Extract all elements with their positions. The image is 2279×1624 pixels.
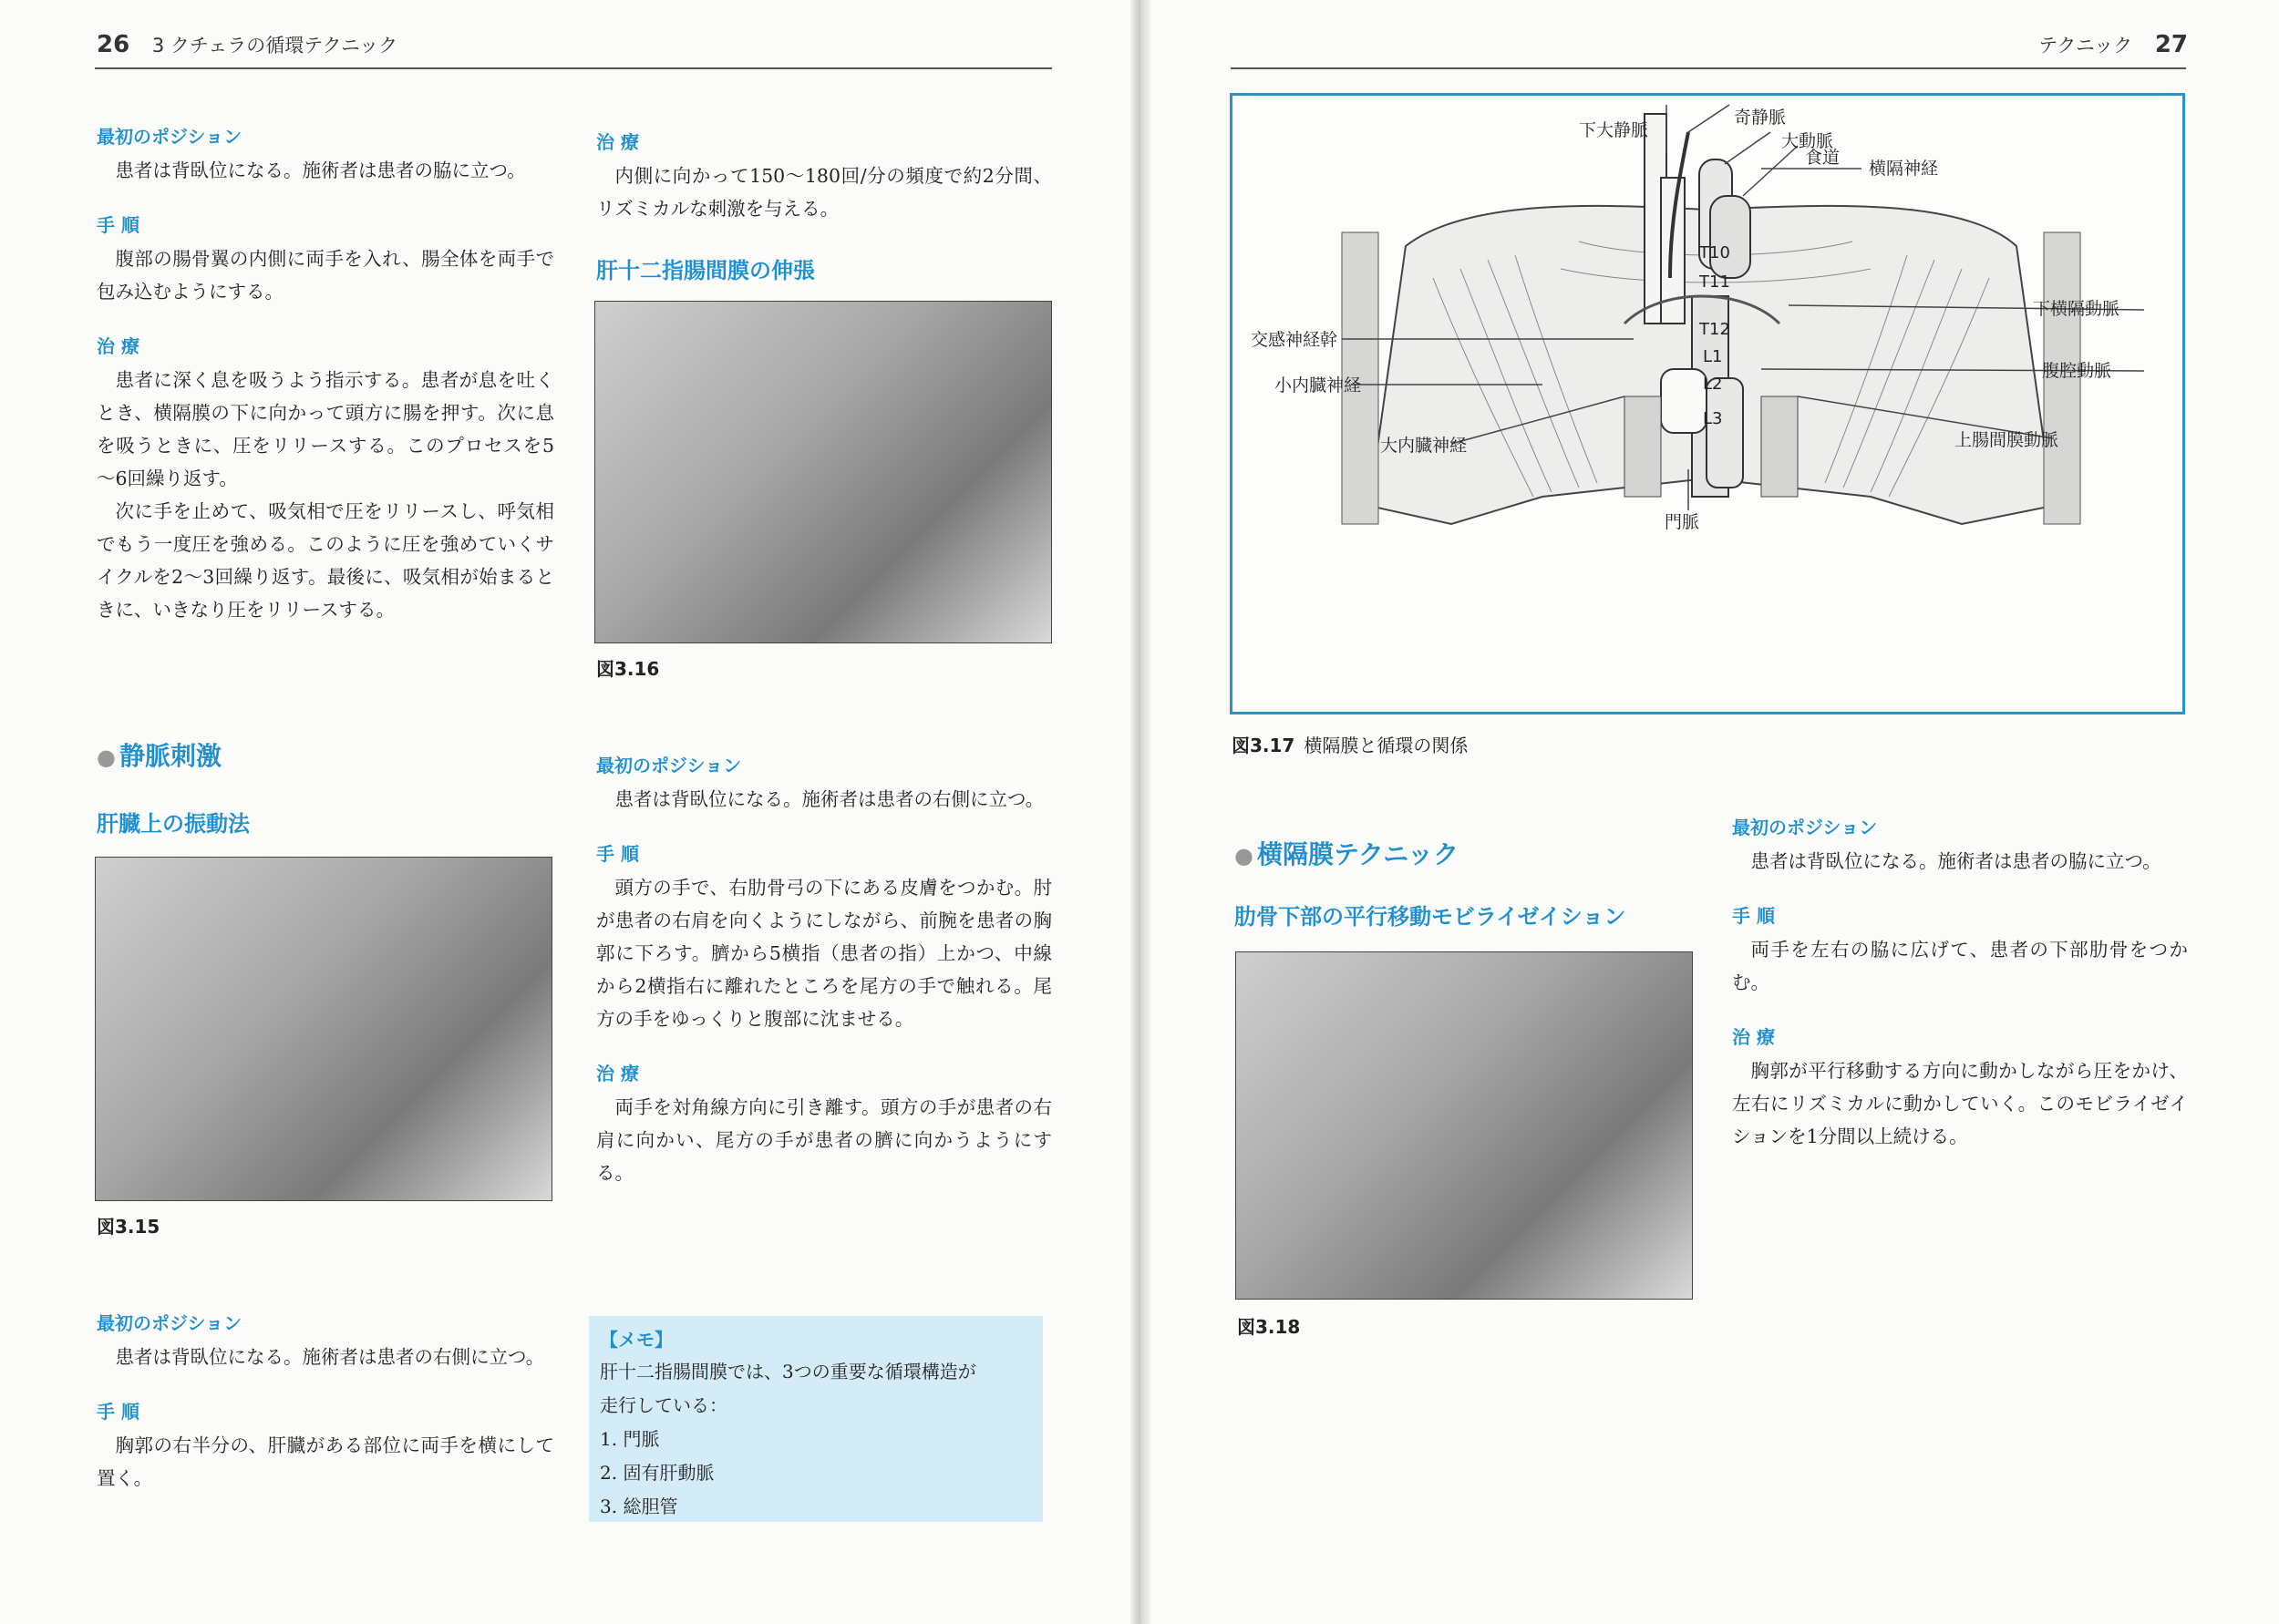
paragraph: 次に手を止めて、吸気相で圧をリリースし、呼気相でもう一度圧を強める。このように圧を強めていくサイクルを2～3回繰り返す。最後に、吸気相が始まるときに、いきなり圧をリリースする。	[97, 500, 554, 621]
label-esophagus: 食道	[1805, 148, 1841, 168]
section-title-text: 横隔膜テクニック	[1256, 839, 1459, 869]
subhead-procedure: 手 順	[97, 1401, 139, 1423]
left-column-1-lower	[97, 1309, 554, 1495]
vertebra-label: L3	[1703, 409, 1723, 428]
fig-3-15-label: 図3.15	[97, 1216, 160, 1238]
memo-box	[589, 1316, 1043, 1522]
label-sma: 上腸間膜動脈	[1954, 430, 2059, 450]
left-column-2-lower	[596, 751, 1052, 1189]
celiac-vessel	[1661, 369, 1707, 433]
subhead-treatment: 治 療	[596, 131, 639, 153]
right-running-head	[2038, 31, 2188, 58]
memo-line: 2. 固有肝動脈	[600, 1462, 715, 1484]
left-crus	[1624, 396, 1661, 497]
left-page-number: 26	[97, 31, 130, 58]
paragraph: 患者は背臥位になる。施術者は患者の脇に立つ。	[115, 159, 526, 181]
memo-title: 【メモ】	[600, 1329, 673, 1351]
subsection-title: 肋骨下部の平行移動モビライゼイション	[1234, 904, 1626, 930]
paragraph: 患者は背臥位になる。施術者は患者の右側に立つ。	[614, 788, 1045, 810]
subhead-procedure: 手 順	[97, 214, 139, 236]
fig-3-17-text: 横隔膜と循環の関係	[1304, 735, 1469, 756]
paragraph: 患者は背臥位になる。施術者は患者の右側に立つ。	[115, 1346, 545, 1368]
left-column-1	[97, 122, 554, 626]
subhead-procedure: 手 順	[1732, 905, 1775, 927]
vertebra-label: T12	[1699, 320, 1730, 339]
fig-3-18-label: 図3.18	[1237, 1316, 1301, 1338]
paragraph: 胸郭が平行移動する方向に動かしながら圧をかけ、左右にリズミカルに動かしていく。このモビライゼイションを1分間以上続ける。	[1732, 1060, 2188, 1147]
subhead-initial-position: 最初のポジション	[596, 755, 742, 776]
vertebra-label: L1	[1703, 347, 1723, 366]
subhead-initial-position: 最初のポジション	[1732, 817, 1878, 838]
label-phrenic-nerve: 横隔神経	[1869, 159, 1939, 179]
bullet-icon: ●	[1234, 843, 1253, 869]
subhead-treatment: 治 療	[97, 335, 139, 357]
memo-line: 走行している：	[600, 1394, 727, 1416]
memo-line: 3. 総胆管	[600, 1496, 678, 1517]
subsection-title: 肝臓上の振動法	[97, 811, 250, 837]
label-sympathetic-trunk: 交感神経幹	[1251, 330, 1338, 350]
right-header-rule	[1231, 67, 2186, 69]
esophagus	[1710, 196, 1750, 278]
descending-aorta	[1707, 378, 1743, 488]
subsection-title: 肝十二指腸間膜の伸張	[596, 258, 815, 283]
fig-3-17-label: 図3.17	[1232, 735, 1295, 756]
paragraph: 頭方の手で、右肋骨弓の下にある皮膚をつかむ。肘が患者の右肩を向くようにしながら、前腕を患者の胸郭に下ろす。臍から5横指（患者の指）上かつ、中線から2横指右に離れたところを尾方の手で触れる。尾方の手をゆっくりと腹部に沈ませる。	[596, 877, 1052, 1030]
section-diaphragm	[1234, 835, 1690, 930]
label-inferior-phrenic-artery: 下横隔動脈	[2033, 299, 2120, 319]
right-page-number: 27	[2154, 31, 2188, 58]
label-azygos: 奇静脈	[1734, 108, 1787, 128]
right-column-2	[1732, 813, 2188, 1153]
section-title	[1234, 835, 1690, 871]
memo-line: 1. 門脈	[600, 1428, 660, 1450]
section-venous	[97, 736, 554, 838]
left-page	[0, 0, 1130, 1624]
vertebra-label: T10	[1699, 243, 1730, 262]
bullet-icon: ●	[97, 745, 116, 770]
section-title-text: 静脈刺激	[119, 741, 222, 771]
vertebra-label: T11	[1699, 272, 1730, 292]
paragraph: 両手を対角線方向に引き離す。頭方の手が患者の右肩に向かい、尾方の手が患者の臍に向かうようにする。	[596, 1096, 1052, 1184]
label-aorta: 大動脈	[1781, 131, 1834, 151]
left-running-title: 3 クチェラの循環テクニック	[151, 35, 398, 57]
diaphragm-illustration	[1232, 96, 2182, 712]
right-crus	[1761, 396, 1798, 497]
label-portal-vein: 門脈	[1665, 512, 1700, 532]
fig-3-17-caption	[1232, 731, 1468, 757]
label-greater-splanchnic: 大内臓神経	[1380, 436, 1468, 456]
subhead-treatment: 治 療	[1732, 1026, 1775, 1048]
photo-fig-3-18	[1235, 951, 1693, 1300]
subhead-initial-position: 最初のポジション	[97, 1312, 242, 1334]
paragraph: 腹部の腸骨翼の内側に両手を入れ、腸全体を両手で包み込むようにする。	[97, 248, 554, 303]
fig-3-16-label: 図3.16	[596, 658, 660, 680]
label-ivc: 下大静脈	[1579, 120, 1649, 140]
left-running-head	[97, 31, 397, 58]
left-header-rule	[95, 67, 1052, 69]
subhead-initial-position: 最初のポジション	[97, 126, 242, 148]
paragraph: 胸郭の右半分の、肝臓がある部位に両手を横にして置く。	[97, 1434, 554, 1489]
subhead-treatment: 治 療	[596, 1063, 639, 1084]
right-running-title: テクニック	[2038, 35, 2133, 57]
memo-line: 肝十二指腸間膜では、3つの重要な循環構造が	[600, 1361, 976, 1382]
paragraph: 内側に向かって150～180回/分の頻度で約2分間、リズミカルな刺激を与える。	[596, 165, 1052, 220]
paragraph: 患者に深く息を吸うよう指示する。患者が息を吐くとき、横隔膜の下に向かって頭方に腸を押す。次に息を吸うときに、圧をリリースする。このプロセスを5～6回繰り返す。	[97, 369, 554, 489]
photo-fig-3-15	[95, 857, 552, 1201]
section-title	[97, 736, 554, 773]
paragraph: 患者は背臥位になる。施術者は患者の脇に立つ。	[1750, 850, 2161, 872]
figure-3-17-diaphragm-diagram	[1230, 93, 2185, 714]
subhead-procedure: 手 順	[596, 843, 639, 865]
book-gutter	[1130, 0, 1150, 1624]
vertebra-label: L2	[1703, 375, 1723, 394]
photo-fig-3-16	[594, 301, 1052, 643]
label-celiac-artery: 腹腔動脈	[2042, 361, 2112, 381]
label-lesser-splanchnic: 小内臓神経	[1274, 375, 1362, 396]
paragraph: 両手を左右の脇に広げて、患者の下部肋骨をつかむ。	[1732, 939, 2188, 993]
left-column-2	[596, 128, 1052, 284]
